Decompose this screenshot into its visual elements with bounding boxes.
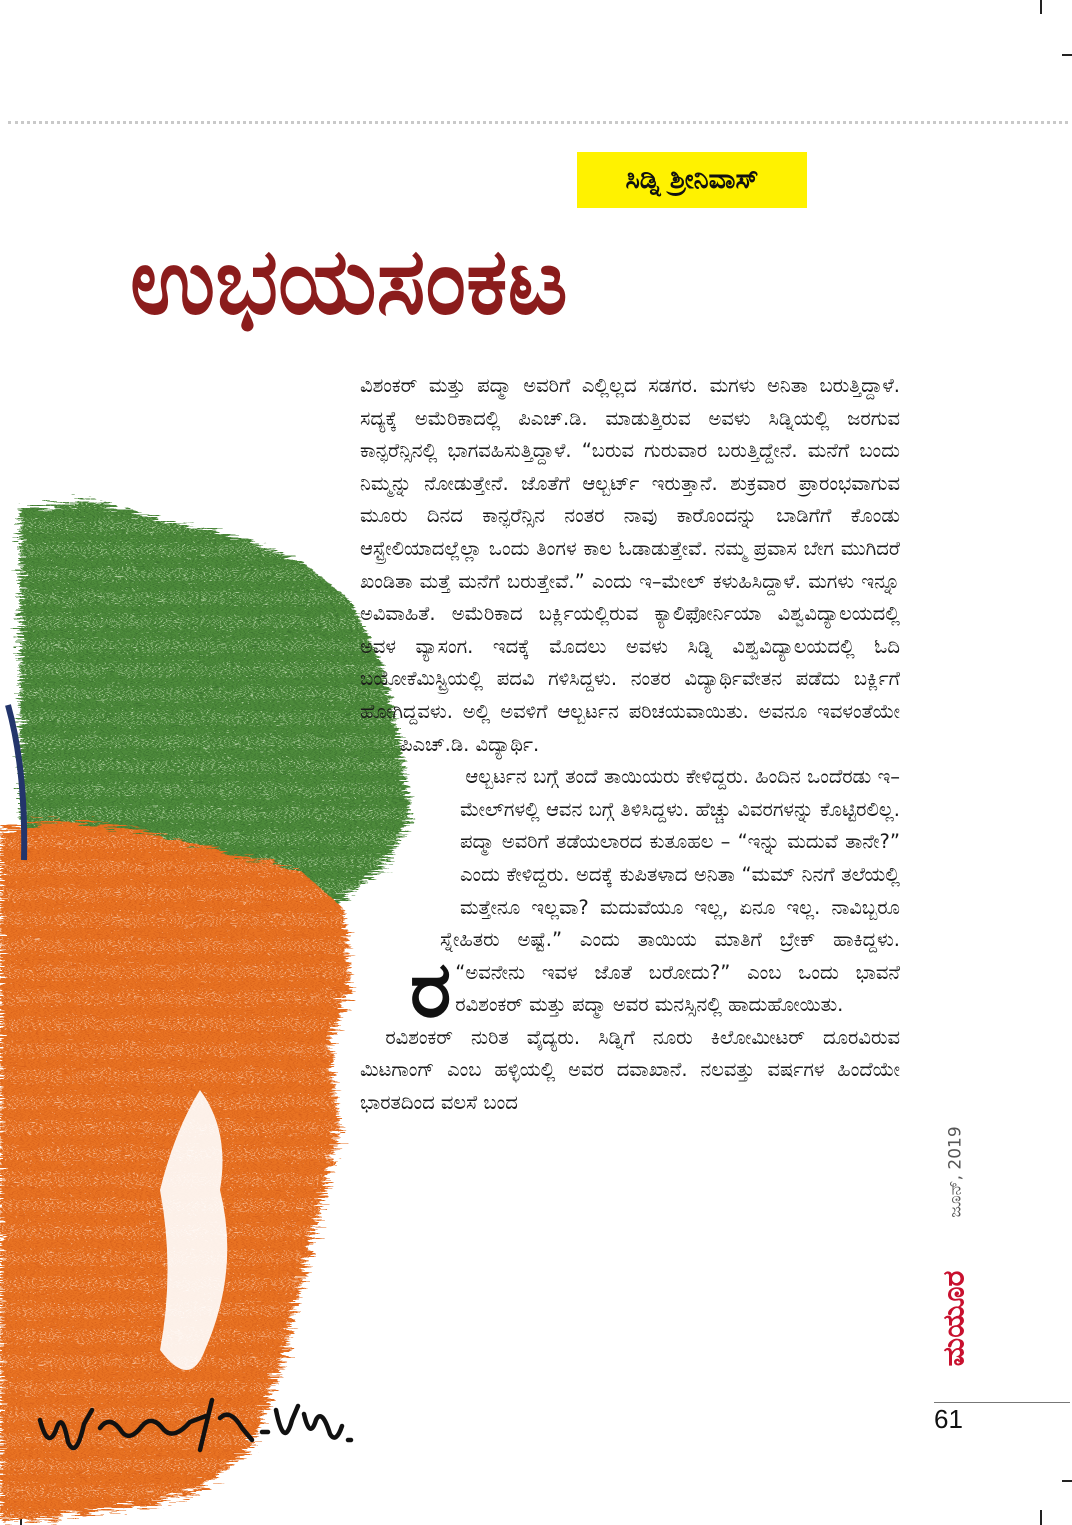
issue-date-text: ಜೂನ್, 2019 bbox=[946, 1126, 966, 1218]
text-wrap-spacer bbox=[360, 793, 440, 826]
article-title: ಉಭಯಸಂಕಟ bbox=[130, 228, 568, 335]
crop-mark-top-right bbox=[1040, 0, 1042, 14]
issue-date bbox=[936, 1112, 976, 1232]
crop-mark-right-edge bbox=[1062, 54, 1072, 56]
magazine-logo bbox=[924, 1248, 984, 1388]
author-byline bbox=[577, 152, 807, 208]
page-number-rule bbox=[934, 1402, 1070, 1403]
article-body bbox=[360, 370, 900, 1120]
painted-illustration bbox=[0, 490, 420, 1525]
paragraph-3: ರವಿಶಂಕರ್ ನುರಿತ ವೈದ್ಯರು. ಸಿಡ್ನಿಗೆ ನೂರು ಕಿಲೋಮೀಟರ್ ದೂರವಿರುವ ಮಿಟಗಾಂಗ್ ಎಂಬ ಹಳ್ಳಿಯಲ್ಲಿ ಅವರ ದವಾಖಾನೆ. ನಲವತ್ತು ವರ್ಷಗಳ ಹಿಂದೆಯೇ ಭಾರತದಿಂದ ವಲಸೆ ಬಂದ bbox=[360, 1025, 900, 1115]
page-number: 61 bbox=[934, 1404, 963, 1434]
text-wrap-spacer bbox=[360, 760, 400, 793]
magazine-logo-text: ಮಯೂರ bbox=[936, 1270, 972, 1366]
paragraph-2: ಆಲ್ಬರ್ಟನ ಬಗ್ಗೆ ತಂದೆ ತಾಯಿಯರು ಕೇಳಿದ್ದರು. ಹಿಂದಿನ ಒಂದೆರಡು ಇ–ಮೇಲ್‌ಗಳಲ್ಲಿ ಆವನ ಬಗ್ಗೆ ತಿಳಿಸಿದ್ದಳು. ಹೆಚ್ಚು ವಿವರಗಳನ್ನು ಕೊಟ್ಟಿರಲಿಲ್ಲ. ಪದ್ಮಾ ಅವರಿಗೆ ತಡೆಯಲಾರದ ಕುತೂಹಲ – “ಇನ್ನು ಮದುವೆ ತಾನೇ?” ಎಂದು ಕೇಳಿದ್ದರು. ಅದಕ್ಕೆ ಕುಪಿತಳಾದ ಅನಿತಾ “ಮಮ್ ನಿನಗೆ ತಲೆಯಲ್ಲಿ ಮತ್ತೇನೂ ಇಲ್ಲವಾ? ಮದುವೆಯೂ ಇಲ್ಲ, ಏನೂ ಇಲ್ಲ. ನಾವಿಬ್ಬರೂ ಸ್ನೇಹಿತರು ಅಷ್ಟೆ.” ಎಂದು ತಾಯಿಯ ಮಾತಿಗೆ ಬ್ರೇಕ್ ಹಾಕಿದ್ದಳು. “ಅವನೇನು ಇವಳ ಜೊತೆ ಬರೋದು?” ಎಂಬ ಒಂದು ಭಾವನೆ ರವಿಶಂಕರ್ ಮತ್ತು ಪದ್ಮಾ ಅವರ ಮನಸ್ಸಿನಲ್ಲಿ ಹಾದುಹೋಯಿತು. bbox=[440, 765, 900, 1017]
artist-signature bbox=[30, 1380, 360, 1470]
paragraph-1-text: ವಿಶಂಕರ್ ಮತ್ತು ಪದ್ಮಾ ಅವರಿಗೆ ಎಲ್ಲಿಲ್ಲದ ಸಡಗರ. ಮಗಳು ಅನಿತಾ ಬರುತ್ತಿದ್ದಾಳೆ. ಸದ್ಯಕ್ಕೆ ಅಮೆರಿಕಾದಲ್ಲಿ ಪಿಎಚ್.ಡಿ. ಮಾಡುತ್ತಿರುವ ಅವಳು ಸಿಡ್ನಿಯಲ್ಲಿ ಜರಗುವ ಕಾನ್ಫರೆನ್ಸಿನಲ್ಲಿ ಭಾಗವಹಿಸುತ್ತಿದ್ದಾಳೆ. “ಬರುವ ಗುರುವಾರ ಬರುತ್ತಿದ್ದೇನೆ. ಮನೆಗೆ ಬಂದು ನಿಮ್ಮನ್ನು ನೋಡುತ್ತೇನೆ. ಜೊತೆಗೆ ಆಲ್ಬರ್ಟ್ ಇರುತ್ತಾನೆ. ಶುಕ್ರವಾರ ಪ್ರಾರಂಭವಾಗುವ ಮೂರು ದಿನದ ಕಾನ್ಫರೆನ್ಸಿನ ನಂತರ ನಾವು ಕಾರೊಂದನ್ನು ಬಾಡಿಗೆಗೆ ಕೊಂಡು ಆಸ್ಟ್ರೇಲಿಯಾದಲ್ಲೆಲ್ಲಾ ಒಂದು ತಿಂಗಳ ಕಾಲ ಓಡಾಡುತ್ತೇವೆ. ನಮ್ಮ ಪ್ರವಾಸ ಬೇಗ ಮುಗಿದರೆ ಖಂಡಿತಾ ಮತ್ತೆ ಮನೆಗೆ ಬರುತ್ತೇವೆ.” ಎಂದು ಇ–ಮೇಲ್ ಕಳುಹಿಸಿದ್ದಾಳೆ. ಮಗಳು ಇನ್ನೂ ಅವಿವಾಹಿತೆ. ಅಮೆರಿಕಾದ ಬರ್ಕ್ಲಿಯಲ್ಲಿರುವ ಕ್ಯಾಲಿಫೋರ್ನಿಯಾ ವಿಶ್ವವಿದ್ಯಾಲಯದಲ್ಲಿ ಅವಳ ವ್ಯಾಸಂಗ. ಇದಕ್ಕೆ ಮೊದಲು ಅವಳು ಸಿಡ್ನಿ ವಿಶ್ವವಿದ್ಯಾಲಯದಲ್ಲಿ ಓದಿ ಬಯೋಕೆಮಿಸ್ಟ್ರಿಯಲ್ಲಿ ಪದವಿ ಗಳಿಸಿದ್ದಳು. ನಂತರ ವಿದ್ಯಾರ್ಥಿವೇತನ ಪಡೆದು ಬರ್ಕ್ಲಿಗೆ ಹೋಗಿದ್ದವಳು. ಅಲ್ಲಿ ಅವಳಿಗೆ ಆಲ್ಬರ್ಟನ ಪರಿಚಯವಾಯಿತು. ಅವನೂ ಇವಳಂತೆಯೇ ಪಿಎಚ್.ಡಿ. ವಿದ್ಯಾರ್ಥಿ. bbox=[360, 374, 900, 756]
drop-cap: ರ bbox=[410, 945, 452, 1035]
crop-mark-bottom-right bbox=[1040, 1510, 1042, 1525]
author-name: ಸಿಡ್ನಿ ಶ್ರೀನಿವಾಸ್ bbox=[625, 164, 759, 195]
text-wrap-spacer bbox=[360, 826, 460, 924]
text-wrap-spacer bbox=[360, 957, 410, 990]
header-dotted-rule bbox=[8, 121, 1068, 124]
crop-mark-right-lower bbox=[1062, 1480, 1072, 1482]
